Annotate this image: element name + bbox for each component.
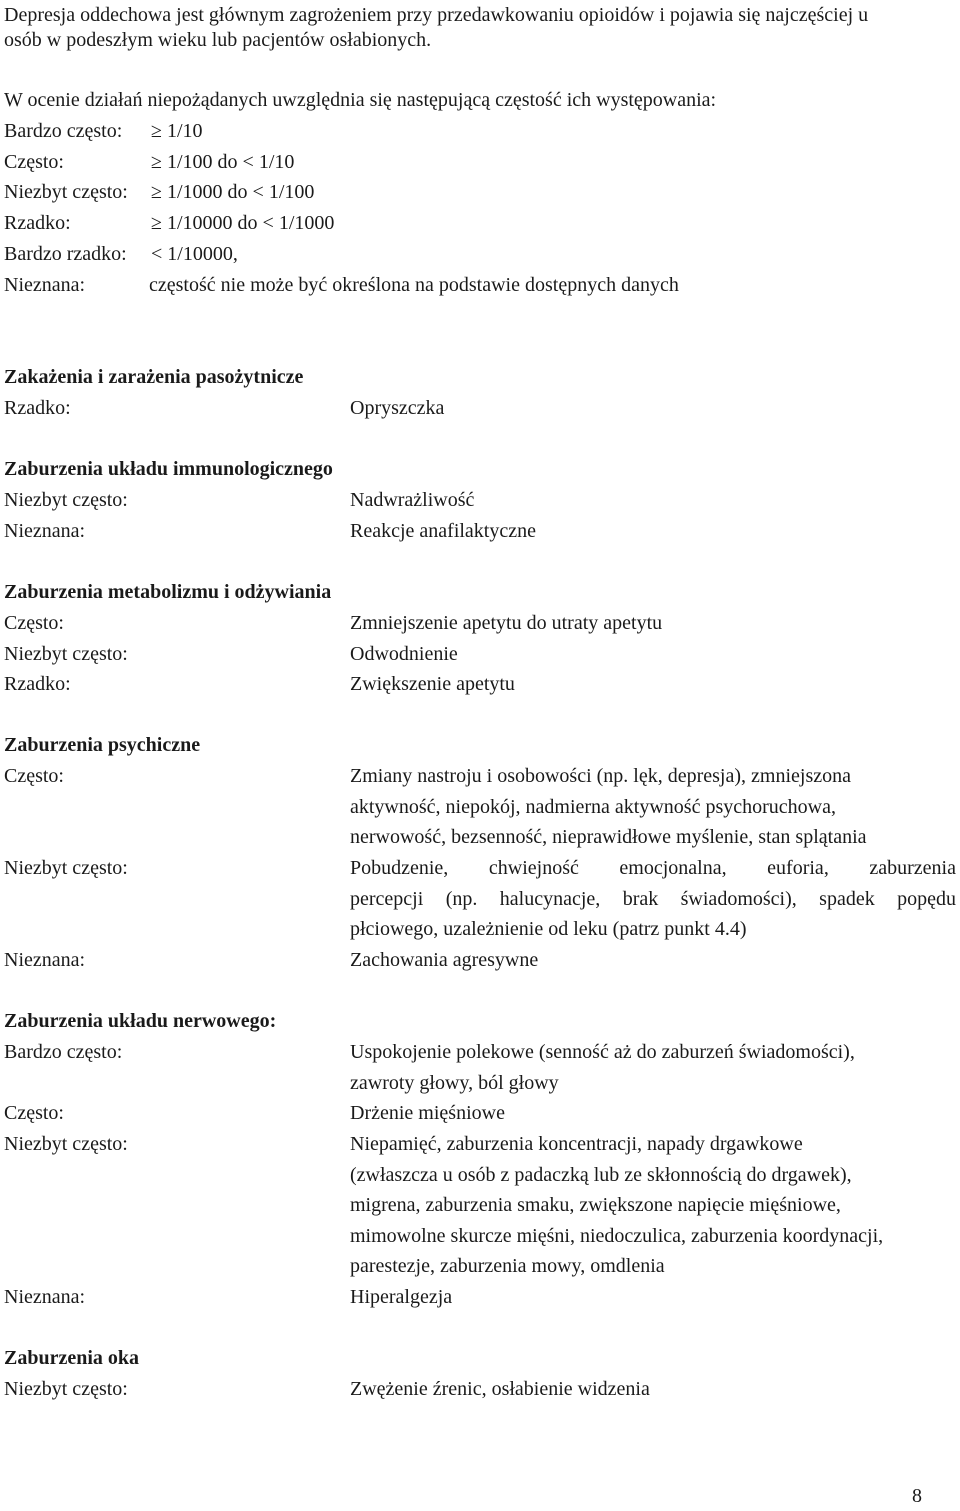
frequency-label: Często: [4,151,64,173]
ge-symbol: ≥ [151,181,162,203]
frequency-label: Niezbyt często: [4,1378,128,1400]
ge-symbol: ≥ [151,120,162,142]
frequency-value: ≥ 1/100 do < 1/10 [151,147,294,177]
frequency-value: < 1/10000, [151,243,238,265]
section-heading: Zaburzenia oka [4,1347,140,1369]
effect-description: Pobudzenie, chwiejność emocjonalna, euforia, zaburzenia percepcji (np. halucynacje, brak świadomości), spadek popędu płciowego, uzależnienie od leku (patrz punkt 4.4) [350,857,956,941]
effect-description: Drżenie mięśniowe [350,1102,505,1124]
frequency-label: Często: [4,765,64,787]
effect-description: Reakcje anafilaktyczne [350,520,536,542]
effect-description: Odwodnienie [350,643,458,665]
effect-description: Hiperalgezja [350,1286,453,1308]
effect-description: Zmiany nastroju i osobowości (np. lęk, depresja), zmniejszona aktywność, niepokój, nadmierna aktywność psychoruchowa, nerwowość, bezsenność, nieprawidłowe myślenie, stan splątania [350,765,867,849]
frequency-label: Rzadko: [4,397,71,419]
frequency-row [4,147,904,177]
ge-symbol: ≥ [151,151,162,173]
frequency-label: Często: [4,1102,64,1124]
frequency-label: Bardzo często: [4,1041,123,1063]
frequency-intro: W ocenie działań niepożądanych uwzględnia się następującą częstość ich występowania: [4,89,717,111]
frequency-row [4,270,904,300]
frequency-label: Nieznana: [4,520,86,542]
effect-description: Nadwrażliwość [350,489,475,511]
effect-description: Zwiększenie apetytu [350,673,515,695]
section-heading: Zaburzenia układu immunologicznego [4,458,333,480]
intro-line-2: osób w podeszłym wieku lub pacjentów osłabionych. [4,29,432,51]
effect-description: Zachowania agresywne [350,949,539,971]
page-number: 8 [912,1485,922,1507]
effect-description: Opryszczka [350,397,445,419]
frequency-label: Rzadko: [4,673,71,695]
section-heading: Zaburzenia metabolizmu i odżywiania [4,581,332,603]
frequency-label: Niezbyt często: [4,1133,128,1155]
frequency-label: Niezbyt często: [4,857,128,879]
frequency-row [4,239,904,269]
effect-description: Uspokojenie polekowe (senność aż do zaburzeń świadomości), zawroty głowy, ból głowy [350,1041,855,1094]
effect-description: Zmniejszenie apetytu do utraty apetytu [350,612,663,634]
frequency-value: częstość nie może być określona na podstawie dostępnych danych [149,274,679,296]
effect-description: Zwężenie źrenic, osłabienie widzenia [350,1378,650,1400]
effect-description: Niepamięć, zaburzenia koncentracji, napady drgawkowe (zwłaszcza u osób z padaczką lub ze skłonnością do drgawek), migrena, zaburzenia smaku, zwiększone napięcie mięśniowe, mimowolne skurcze mięśni, niedoczulica, zaburzenia koordynacji, parestezje, zaburzenia mowy, omdlenia [350,1133,884,1278]
intro-line-1: Depresja oddechowa jest głównym zagrożeniem przy przedawkowaniu opioidów i pojawia się najczęściej u [4,4,869,26]
frequency-label: Niezbyt często: [4,489,128,511]
frequency-label: Niezbyt często: [4,181,128,203]
frequency-label: Bardzo rzadko: [4,243,127,265]
frequency-label: Często: [4,612,64,634]
frequency-row [4,116,904,146]
frequency-label: Rzadko: [4,212,71,234]
frequency-row [4,208,904,238]
frequency-label: Nieznana: [4,949,86,971]
frequency-value: ≥ 1/10000 do < 1/1000 [151,208,334,238]
section-heading: Zakażenia i zarażenia pasożytnicze [4,366,304,388]
frequency-row [4,177,904,207]
section-heading: Zaburzenia układu nerwowego: [4,1010,277,1032]
section-heading: Zaburzenia psychiczne [4,734,201,756]
frequency-value: ≥ 1/10 [151,116,203,146]
frequency-label: Bardzo często: [4,120,123,142]
frequency-label: Nieznana: [4,1286,86,1308]
frequency-value: ≥ 1/1000 do < 1/100 [151,177,314,207]
frequency-label: Nieznana: [4,274,86,296]
frequency-label: Niezbyt często: [4,643,128,665]
ge-symbol: ≥ [151,212,162,234]
